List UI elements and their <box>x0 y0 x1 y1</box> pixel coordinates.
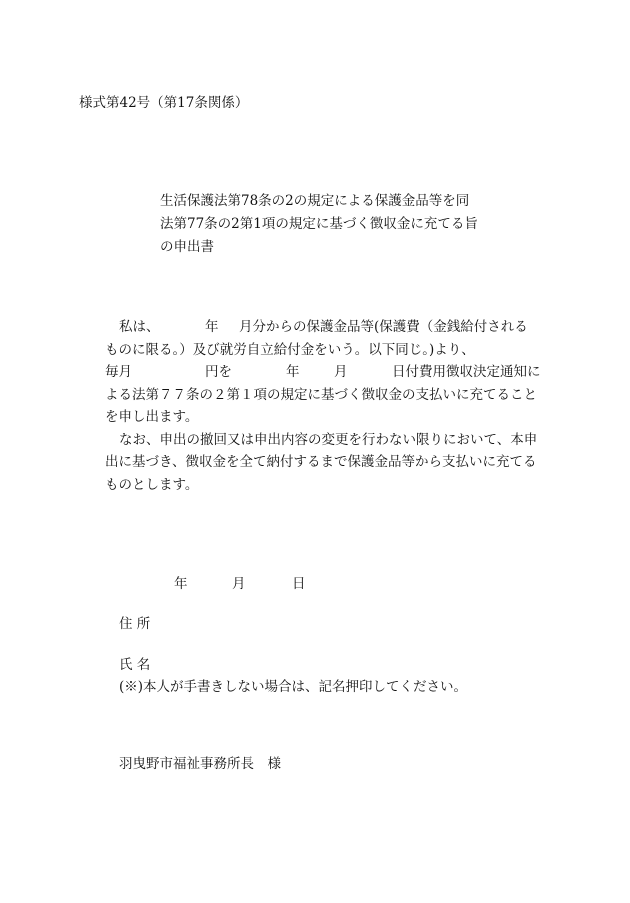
month-from-text: 月分からの保護金品等(保護費（金銭給付される <box>239 319 528 335</box>
monthly-label: 毎月 <box>105 364 132 380</box>
title-line-3: の申出書 <box>160 239 214 255</box>
intro-text: 私は、 <box>119 319 160 335</box>
notice-text: 日付費用徴収決定通知に <box>392 364 541 380</box>
body-p2-line-2: 出に基づき、徴収金を全て納付するまで保護金品等から支払いに充てる <box>105 454 537 470</box>
body-line-4: よる法第７７条の２第１項の規定に基づく徴収金の支払いに充てること <box>105 387 537 403</box>
body-line-5: を申し出ます。 <box>105 409 199 425</box>
body-p2-line-1: なお、申出の撤回又は申出内容の変更を行わない限りにおいて、本申 <box>119 432 538 448</box>
date-year-label: 年 <box>174 576 188 592</box>
form-number: 様式第42号（第17条関係） <box>79 95 249 111</box>
body-p2-line-3: ものとします。 <box>105 477 199 493</box>
name-label: 氏 名 <box>119 657 151 673</box>
year-label-2: 年 <box>286 364 300 380</box>
title-line-2: 法第77条の2第1項の規定に基づく徴収金に充てる旨 <box>160 216 478 232</box>
body-line-2: ものに限る。）及び就労自立給付金をいう。以下同じ。)より、 <box>105 342 475 358</box>
addressee: 羽曳野市福祉事務所長 様 <box>119 756 281 772</box>
yen-label: 円を <box>205 364 232 380</box>
year-label: 年 <box>205 319 219 335</box>
date-day-label: 日 <box>292 576 306 592</box>
title-line-1: 生活保護法第78条の2の規定による保護金品等を同 <box>160 193 470 209</box>
date-month-label: 月 <box>232 576 246 592</box>
address-label: 住 所 <box>119 616 151 632</box>
seal-note: (※)本人が手書きしない場合は、記名押印してください。 <box>119 679 468 695</box>
month-label-2: 月 <box>334 364 348 380</box>
